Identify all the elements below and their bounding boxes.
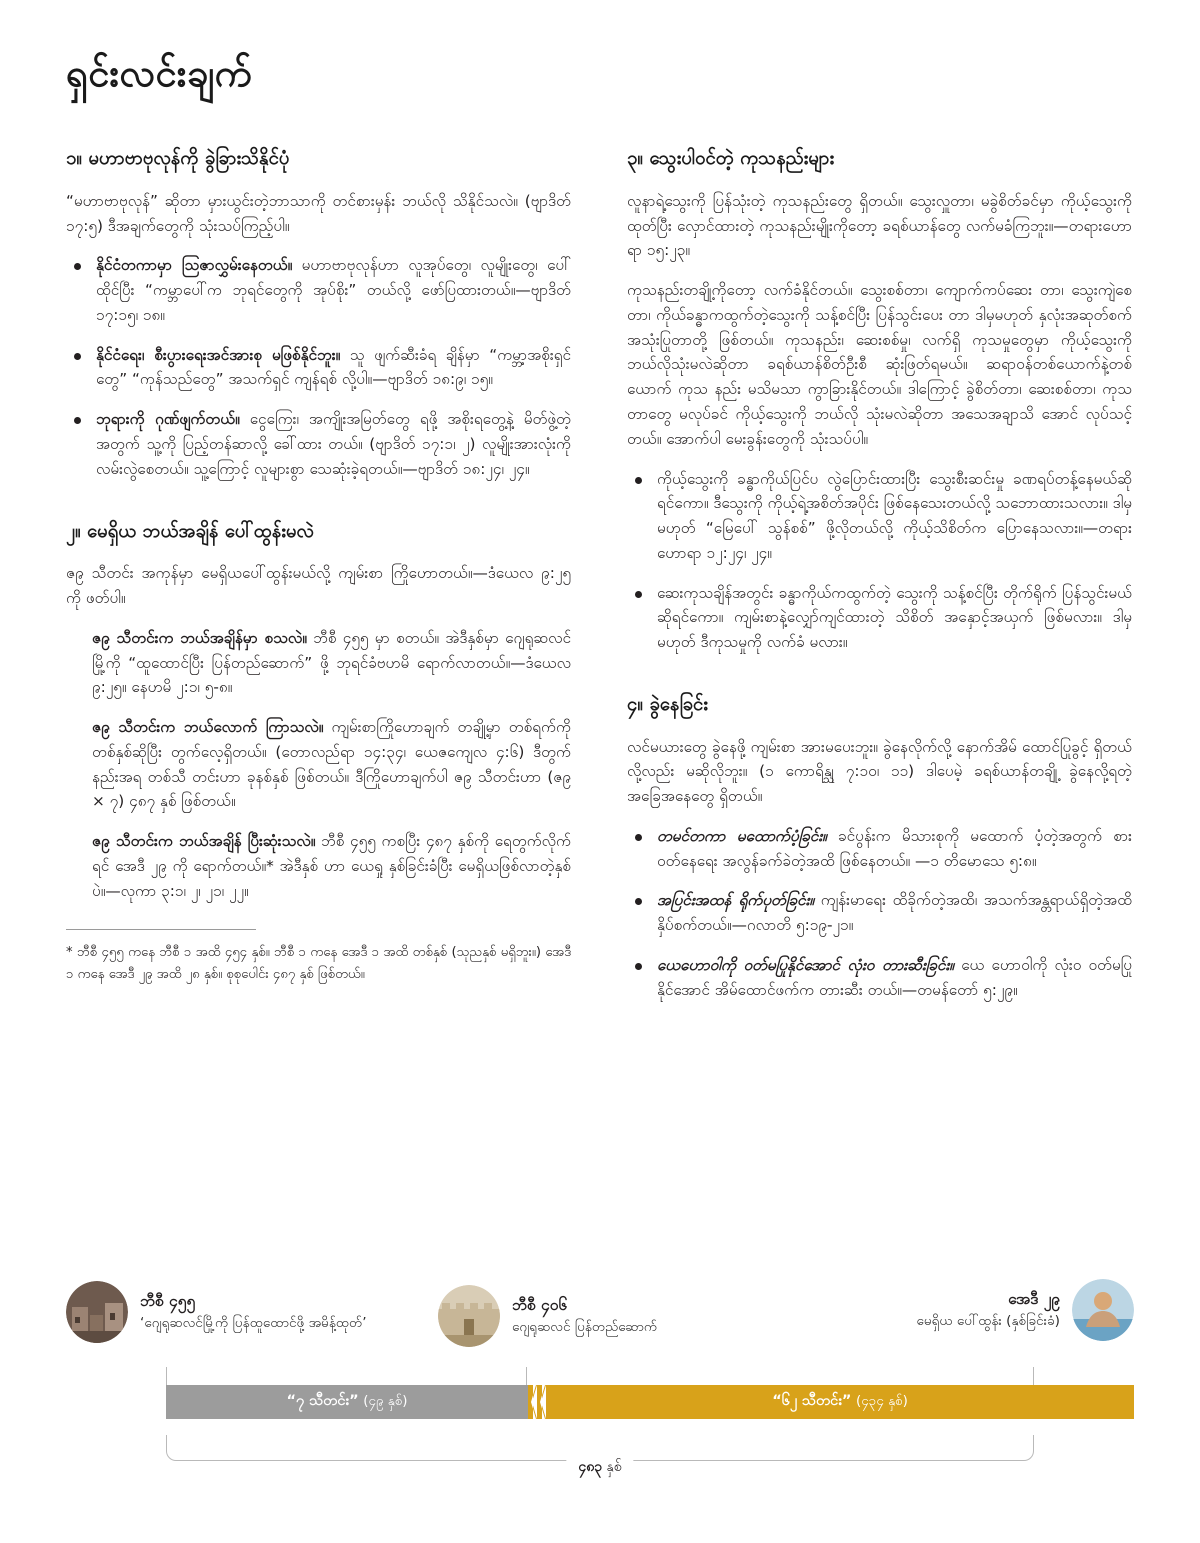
block-text: ဘီစီ ၄၅၅ ကစပြီး ၄၈၇ နှစ်ကို ရေတွက်လိုက်ရင် အေဒီ ၂၉ ကို ရောက်တယ်။* အဲဒီနှစ် ဟာ ယေရှု နှစ်ခြင်းခံပြီး မေရှိယဖြစ်လာတဲ့နှစ်ပဲ။—လုကာ ၃:၁၊ ၂၊ ၂၁၊ ၂၂။	[92, 832, 571, 900]
section-4-heading: ၄။ ခွဲနေခြင်း	[627, 693, 708, 715]
timeline-caption: ‘ဂျေရုဆလင်မြို့ကို ပြန်ထူထောင်ဖို့ အမိန့်ထုတ်’	[140, 1314, 367, 1331]
list-item: ကိုယ့်သွေးကို ခန္ဓာကိုယ်ပြင်ပ လွဲပြောင်းထားပြီး သွေးစီးဆင်းမှု ခဏရပ်တန့်နေမယ်ဆိုရင်ကော။ ဒီသွေးကို ကိုယ့်ရဲ့အစိတ်အပိုင်း ဖြစ်နေသေးတယ်လို့ သဘောထားသလား။ ဒါမှမဟုတ် “မြေပေါ် သွန်စစ်” ဖို့လိုတယ်လို့ ကိုယ့်သိစိတ်က ပြောနေသလား။—တရား ဟောရာ ၁၂:၂၄၊ ၂၄။	[627, 467, 1132, 566]
tick-1	[166, 1367, 167, 1387]
section-2-block-3	[66, 829, 571, 903]
section-2-block-2	[66, 715, 571, 814]
section-4-intro: လင်မယားတွေ ခွဲနေဖို့ ကျမ်းစာ အားမပေးဘူး။ ခွဲနေလိုက်လို့ နောက်အိမ် ထောင်ပြုခွင့် ရှိတယ်လို့လည်း မဆိုလိုဘူး။ (၁ ကောရိန္သု ၇:၁၀၊ ၁၁) ဒါပေမဲ့ ခရစ်ယာန်တချို့ ခွဲနေလို့ရတဲ့အခြေအနေတွေ ရှိတယ်။	[627, 737, 1132, 806]
timeline-segment-2	[546, 1385, 1134, 1419]
section-3-paragraph-1: လူနာရဲ့သွေးကို ပြန်သုံးတဲ့ ကုသနည်းတွေ ရှိတယ်။ သွေးလှူတာ၊ မခွဲစိတ်ခင်မှာ ကိုယ့်သွေးကို ထုတ်ပြီး လှောင်ထားတဲ့ ကုသနည်းမျိုးကိုတော့ ခရစ်ယာန်တွေ လက်မခံကြဘူး။—တရားဟောရာ ၁၅:၂၃။	[627, 191, 1132, 260]
list-item: ဆေးကုသချိန်အတွင်း ခန္ဓာကိုယ်ကထွက်တဲ့ သွေးကို သန့်စင်ပြီး တိုက်ရိုက် ပြန်သွင်းမယ်ဆိုရင်ကော။ ကျမ်းစာနဲ့လျှော်ကျင်ထားတဲ့ သိစိတ် အနှောင့်အယှက် ဖြစ်မလား။ ဒါမှမဟုတ် ဒီကုသမှုကို လက်ခံ မလား။	[627, 581, 1132, 655]
timeline-marker-3	[916, 1279, 1134, 1341]
timeline-marker-3-text	[916, 1289, 1060, 1331]
section-3-heading: ၃။ သွေးပါဝင်တဲ့ ကုသနည်းများ	[627, 148, 835, 170]
list-item	[627, 888, 1132, 938]
block-lead: ဇ၉ သီတင်းက ဘယ်အချိန် ပြီးဆုံးသလဲ။	[92, 832, 316, 851]
bullet-lead: တမင်တကာ မထောက်ပံ့ခြင်း။	[657, 826, 827, 845]
segment-years: (၄၉ နှစ်)	[363, 1394, 408, 1409]
segment-label: “၇ သီတင်း”	[286, 1392, 359, 1409]
bullet-text: ခင်ပွန်းက မိသားစုကို မထောက် ပံ့တဲ့အတွက် စားဝတ်နေရေး အလွန်ခက်ခဲတဲ့အထိ ဖြစ်နေတယ်။ —၁ တိမောသေ ၅:၈။	[657, 826, 1132, 870]
total-years-number: ၄၈၃	[578, 1459, 603, 1475]
bullet-lead: နိုင်ငံရေး၊ စီးပွားရေးအင်အားစု မဖြစ်နိုင်ဘူး။	[96, 345, 341, 364]
timeline-marker-2-text	[512, 1295, 657, 1337]
section-3-paragraph-2: ကုသနည်းတချို့ကိုတော့ လက်ခံနိုင်တယ်။ သွေးစစ်တာ၊ ကျောက်ကပ်ဆေး တာ၊ သွေးကျဲစေတာ၊ ကိုယ်ခန္ဓာကထွက်တဲ့သွေးကို သန့်စင်ပြီး ပြန်သွင်းပေး တာ ဒါမှမဟုတ် နှလုံးအဆုတ်စက် အသုံးပြုတာတို့ ဖြစ်တယ်။ ကုသနည်း၊ ဆေးစစ်မှု၊ လက်ရှိ ကုသမှုတွေမှာ ကိုယ့်သွေးကို ဘယ်လိုသုံးမလဲဆိုတာ ခရစ်ယာန်စိတ်ဦးစီ ဆုံးဖြတ်ရမယ်။ ဆရာဝန်တစ်ယောက်နဲ့တစ်ယောက် ကုသ နည်း မသိမသာ ကွာခြားနိုင်တယ်။ ဒါကြောင့် ခွဲစိတ်တာ၊ ဆေးစစ်တာ၊ ကုသ တာတွေ မလုပ်ခင် ကိုယ့်သွေးကို ဘယ်လို သုံးမလဲဆိုတာ အသေအချာသိ အောင် လုပ်သင့်တယ်။ အောက်ပါ မေးခွန်းတွေကို သုံးသပ်ပါ။	[627, 281, 1132, 448]
bullet-text: ကျန်းမာရေး ထိခိုက်တဲ့အထိ၊ အသက်အန္တရာယ်ရှိတဲ့အထိ နှိပ်စက်တယ်။—ဂလာတိ ၅:၁၉-၂၁။	[657, 891, 1132, 935]
timeline-marker-1	[66, 1281, 367, 1343]
section-2-block-1	[66, 626, 571, 700]
timeline-markers	[66, 1259, 1134, 1379]
timeline-break-icon	[528, 1385, 546, 1419]
bullet-text: သူ ဖျက်ဆီးခံရ ချိန်မှာ “ကမ္ဘာ့အစိုးရှင်တွေ” “ကုန်သည်တွေ” အသက်ရှင် ကျန်ရစ် လို့ပါ။—ဗျာဒိတ် ၁၈:၉၊ ၁၅။	[96, 345, 571, 389]
list-item	[66, 343, 571, 393]
left-column	[66, 145, 571, 985]
section-1-heading: ၁။ မဟာဗာဗုလုန်ကို ခွဲခြားသိနိုင်ပုံ	[66, 148, 290, 170]
list-item	[627, 953, 1132, 1003]
segment-label: “၆၂ သီတင်း”	[772, 1392, 852, 1409]
timeline-marker-1-text	[140, 1291, 367, 1333]
section-1-intro: “မဟာဗာဗုလုန်” ဆိုတာ မှားယွင်းတဲ့ဘာသာကို တင်စားမှန်း ဘယ်လို သိနိုင်သလဲ။ (ဗျာဒိတ် ၁၇:၅) ဒီအချက်တွေကို သုံးသပ်ကြည့်ပါ။	[66, 191, 571, 235]
two-column-body	[66, 145, 1134, 1017]
list-item	[66, 253, 571, 327]
city-wall-icon	[438, 1285, 500, 1347]
footnote-divider	[66, 929, 256, 930]
timeline	[66, 1259, 1134, 1507]
segment-years: (၄၃၄ နှစ်)	[856, 1394, 908, 1409]
baptism-icon	[1072, 1279, 1134, 1341]
bullet-lead: နိုင်ငံတကာမှာ သြဇာလွှမ်းနေတယ်။	[96, 256, 293, 275]
timeline-total-brace	[66, 1435, 1134, 1491]
timeline-date: အေဒီ ၂၉	[1008, 1290, 1060, 1309]
timeline-bar	[66, 1385, 1134, 1419]
section-1-bullet-list	[66, 253, 571, 481]
section-2-heading: ၂။ မေရှိယ ဘယ်အချိန် ပေါ်ထွန်းမလဲ	[66, 520, 314, 542]
timeline-marker-2	[438, 1285, 657, 1347]
list-item	[627, 824, 1132, 874]
footnote: * ဘီစီ ၄၅၅ ကနေ ဘီစီ ၁ အထိ ၄၅၄ နှစ်။ ဘီစီ ၁ ကနေ အေဒီ ၁ အထိ တစ်နှစ် (သုညနှစ် မရှိဘူး။) အေဒီ ၁ ကနေ အေဒီ ၂၉ အထိ ၂၈ နှစ်။ စုစုပေါင်း ၄၈၇ နှစ် ဖြစ်တယ်။	[66, 945, 571, 982]
timeline-caption: ဂျေရုဆလင် ပြန်တည်ဆောက်	[512, 1318, 658, 1335]
block-text: ကျမ်းစာကြိုဟောချက် တချို့မှာ တစ်ရက်ကို တစ်နှစ်ဆိုပြီး တွက်လေ့ရှိတယ်။ (တောလည်ရာ ၁၄:၃၄၊ ယေဇကျေလ ၄:၆) ဒီတွက်နည်းအရ တစ်သီ တင်းဟာ ခုနစ်နှစ် ဖြစ်တယ်။ ဒီကြိုဟောချက်ပါ ဇ၉ သီတင်းဟာ (ဇ၉ × ၇) ၄၈၇ နှစ် ဖြစ်တယ်။	[92, 718, 571, 811]
bullet-lead: အပြင်းအထန် ရိုက်ပုတ်ခြင်း။	[657, 891, 815, 910]
section-3-bullet-list	[627, 467, 1132, 655]
section-2-intro: ဇ၉ သီတင်း အကုန်မှာ မေရှိယပေါ်ထွန်းမယ်လို့ ကျမ်းစာ ကြိုဟောတယ်။—ဒံယေလ ၉:၂၅ ကို ဖတ်ပါ။	[66, 564, 571, 608]
tick-2	[526, 1367, 527, 1387]
bullet-lead: ယေဟောဝါကို ဝတ်မပြုနိုင်အောင် လုံးဝ တားဆီးခြင်း။	[657, 955, 955, 974]
section-4-bullet-list	[627, 824, 1132, 1003]
block-lead: ဇ၉ သီတင်းက ဘယ်အချိန်မှာ စသလဲ။	[92, 628, 307, 647]
bullet-lead: ဘုရားကို ဂုဏ်ဖျက်တယ်။	[96, 410, 240, 429]
timeline-segment-1	[166, 1385, 528, 1419]
right-column	[627, 145, 1132, 1017]
total-years-unit: နှစ်	[606, 1459, 622, 1475]
timeline-date: ဘီစီ ၄၅၅	[140, 1292, 196, 1311]
bullet-text: ယေ ဟောဝါကို လုံးဝ ဝတ်မပြုနိုင်အောင် အိမ်ထောင်ဖက်က တားဆီး တယ်။—တမန်တော် ၅:၂၉။	[657, 955, 1132, 999]
tick-3	[1033, 1367, 1034, 1387]
page-title: ရှင်းလင်းချက်	[66, 51, 253, 95]
ruined-wall-icon	[66, 1281, 128, 1343]
bullet-text: ငွေကြေး၊ အကျိုးအမြတ်တွေ ရဖို့ အစိုးရတွေ့နဲ့ မိတ်ဖွဲ့တဲ့အတွက် သူ့ကို ပြည့်တန်ဆာလို့ ခေါ်ထား တယ်။ (ဗျာဒိတ် ၁၇:၁၊ ၂) လူမျိုးအားလုံးကို လမ်းလွဲစေတယ်။ သူ့ကြောင့် လူများစွာ သေဆုံးခဲ့ရတယ်။—ဗျာဒိတ် ၁၈:၂၄၊ ၂၄။	[96, 410, 571, 478]
list-item	[66, 407, 571, 481]
block-lead: ဇ၉ သီတင်းက ဘယ်လောက် ကြာသလဲ။	[92, 718, 324, 737]
block-text: ဘီစီ ၄၅၅ မှာ စတယ်။ အဲဒီနှစ်မှာ ဂျေရုဆလင်မြို့ကို “ထူထောင်ပြီး ပြန်တည်ဆောက်” ဖို့ ဘုရင်ခံဗဟမိ ရောက်လာတယ်။—ဒံယေလ ၉:၂၅။ နေဟမိ ၂:၁၊ ၅-၈။	[92, 628, 571, 697]
timeline-date: ဘီစီ ၄၀၆	[512, 1296, 568, 1315]
timeline-total-label	[566, 1457, 633, 1478]
timeline-caption: မေရှိယ ပေါ်ထွန်း (နှစ်ခြင်းခံ)	[916, 1312, 1060, 1329]
bullet-text: မဟာဗာဗုလုန်ဟာ လူအုပ်တွေ၊ လူမျိုးတွေ၊ ပေါ် ထိုင်ပြီး “ကမ္ဘာပေါ်က ဘုရင်တွေကို အုပ်စိုး” တယ်လို့ ဖော်ပြထားတယ်။—ဗျာဒိတ် ၁၇:၁၅၊ ၁၈။	[96, 256, 571, 324]
